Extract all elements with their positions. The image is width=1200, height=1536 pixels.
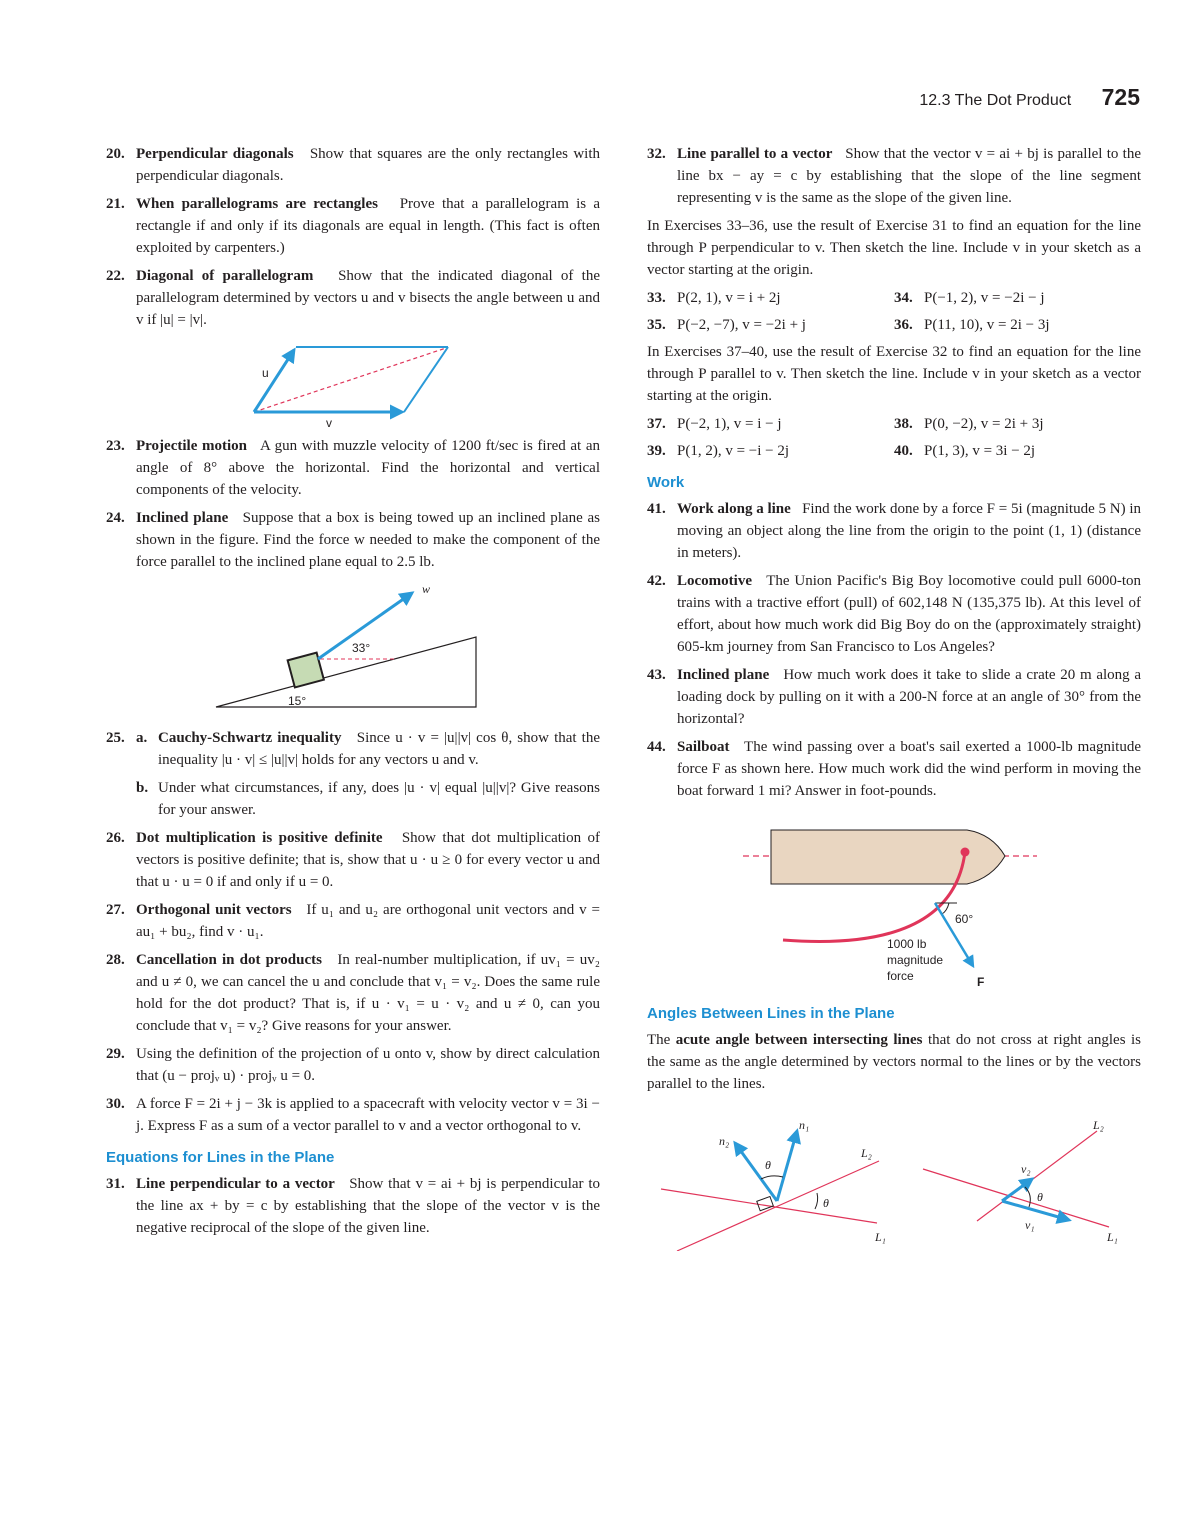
exercise-row-35-36	[647, 314, 1141, 336]
exercise-text: P(11, 10), v = 2i − 3j	[924, 317, 1050, 333]
exercise-30	[106, 1093, 600, 1137]
exercise-24	[106, 507, 600, 573]
exercise-number: 24.	[106, 510, 125, 526]
exercise-title: Cauchy-Schwartz inequality	[158, 730, 342, 746]
label-F: F	[977, 975, 985, 989]
label-n2: n₂	[719, 1134, 730, 1148]
exercise-29	[106, 1043, 600, 1087]
exercise-number: 30.	[106, 1096, 125, 1112]
instructions-33-36: In Exercises 33–36, use the result of Exercise 31 to find an equation for the line through P perpendicular to v. Then sketch the line. Include v in your sketch as a vector starting at the origin.	[647, 218, 1141, 278]
exercise-row-33-34	[647, 287, 1141, 309]
exercise-text: Under what circumstances, if any, does |u · v| equal |u||v|? Give reasons for your answer.	[158, 780, 600, 818]
label-n1: n₁	[799, 1118, 810, 1132]
exercise-text: Since u · v = |u||v| cos θ, show that the inequality |u · v| ≤ |u||v| holds for any vectors u and v.	[158, 730, 601, 768]
section-title: 12.3 The Dot Product	[919, 92, 1072, 109]
exercise-38	[894, 413, 1141, 435]
sailboat-figure	[647, 808, 1141, 993]
exercise-text: Show that squares are the only rectangles with perpendicular diagonals.	[136, 146, 601, 184]
inclined-plane-figure	[106, 579, 600, 719]
line-L2-left	[677, 1161, 879, 1251]
exercise-number: 23.	[106, 438, 125, 454]
exercise-25a	[136, 727, 600, 771]
label-L1-right: L₁	[1107, 1230, 1118, 1244]
angles-pre: The	[647, 1032, 676, 1048]
exercise-number: 33.	[647, 290, 666, 306]
exercise-number: 28.	[106, 952, 125, 968]
exercise-text: The Union Pacific's Big Boy locomotive could pull 6000-ton trains with a tractive effort (pull) of 602,148 N (135,375 lb). At this level of effort, about how much work did Big Boy do on the (approximately straight) 605-km journey from San Francisco to Los Angeles?	[677, 573, 1141, 655]
exercise-title: Work along a line	[677, 501, 791, 517]
exercise-36	[894, 314, 1141, 336]
exercise-number: 36.	[894, 317, 913, 333]
theta-arc-normals	[761, 1176, 783, 1179]
exercise-title: When parallelograms are rectangles	[136, 196, 378, 212]
exercise-number: 22.	[106, 268, 125, 284]
exercise-text: P(1, 3), v = 3i − 2j	[924, 443, 1036, 459]
angles-figure	[647, 1101, 1141, 1251]
exercise-text: P(2, 1), v = i + 2j	[677, 290, 781, 306]
angles-paragraph	[647, 1029, 1141, 1095]
exercise-43	[647, 664, 1141, 730]
label-u: u	[262, 366, 269, 380]
exercise-21	[106, 193, 600, 259]
angle-15: 15°	[288, 694, 307, 708]
vector-n2	[735, 1143, 777, 1201]
exercise-text: Show that dot multiplication of vectors is positive definite; that is, show that u · u ≥ 0 for every vector u and that u · u = 0 if and only if u = 0.	[136, 830, 600, 890]
exercise-number: 20.	[106, 146, 125, 162]
exercise-37	[647, 413, 894, 435]
exercise-35	[647, 314, 894, 336]
exercise-title: Sailboat	[677, 739, 730, 755]
exercise-number: 43.	[647, 667, 666, 683]
angle-60: 60°	[955, 912, 974, 926]
exercise-22	[106, 265, 600, 331]
exercise-33	[647, 287, 894, 309]
exercise-20	[106, 143, 600, 187]
exercise-text: Find the work done by a force F = 5i (magnitude 5 N) in moving an object along the line from the origin to the point (1, 1) (distance in meters).	[677, 501, 1141, 561]
section-heading-angles: Angles Between Lines in the Plane	[647, 1005, 895, 1022]
label-L2-right: L₂	[1093, 1118, 1104, 1132]
exercise-title: Projectile motion	[136, 438, 247, 454]
exercise-number: 39.	[647, 443, 666, 459]
parallelogram-right-side	[404, 347, 448, 412]
exercise-number: 29.	[106, 1046, 125, 1062]
exercise-41	[647, 498, 1141, 564]
exercise-text: A force F = 2i + j − 3k is applied to a spacecraft with velocity vector v = 3i − j. Express F as a sum of a vector parallel to v and a vector orthogonal to v.	[136, 1096, 600, 1134]
right-column	[647, 143, 1141, 1259]
angles-bold-term: acute angle between intersecting lines	[675, 1032, 923, 1048]
exercise-39	[647, 440, 894, 462]
exercise-31	[106, 1173, 600, 1239]
exercise-title: Perpendicular diagonals	[136, 146, 294, 162]
exercise-23	[106, 435, 600, 501]
exercise-42	[647, 570, 1141, 658]
section-heading-lines: Equations for Lines in the Plane	[106, 1149, 335, 1166]
exercise-title: Locomotive	[677, 573, 752, 589]
exercise-number: 44.	[647, 739, 666, 755]
label-L1-left: L₁	[875, 1230, 886, 1244]
part-label: a.	[136, 730, 148, 746]
diagonal-line	[254, 348, 446, 412]
section-heading-work: Work	[647, 474, 685, 491]
exercise-text: P(−1, 2), v = −2i − j	[924, 290, 1045, 306]
exercise-text: In real-number multiplication, if uv₁ = uv₂ and u ≠ 0, we can cancel the u and conclude that v₁ = v₂. Does the same rule hold for the dot product? That is, if u · v₁ = u · v₂ and u ≠ 0, can you conclude that v₁ = v₂? Give reasons for your answer.	[136, 952, 600, 1034]
exercise-25b	[136, 777, 600, 821]
exercise-text: Using the definition of the projection of u onto v, show by direct calculation that (u − projᵥ u) · projᵥ u = 0.	[136, 1046, 600, 1084]
exercise-number: 34.	[894, 290, 913, 306]
page-number: 725	[1101, 84, 1140, 110]
vector-u-arrow	[254, 350, 294, 412]
exercise-number: 37.	[647, 416, 666, 432]
force-label-3: force	[887, 969, 914, 983]
line-L2-right	[977, 1131, 1097, 1221]
exercise-title: Diagonal of parallelogram	[136, 268, 314, 284]
exercise-number: 21.	[106, 196, 125, 212]
exercise-number: 42.	[647, 573, 666, 589]
boat-hull	[771, 830, 1005, 884]
exercise-number: 40.	[894, 443, 913, 459]
label-theta-2: θ	[823, 1196, 829, 1210]
exercise-row-39-40	[647, 440, 1141, 462]
exercise-number: 32.	[647, 146, 666, 162]
exercise-title: Cancellation in dot products	[136, 952, 322, 968]
exercise-number: 25.	[106, 730, 125, 746]
exercise-44	[647, 736, 1141, 802]
left-column	[106, 143, 600, 1245]
force-label-1: 1000 lb	[887, 937, 927, 951]
part-label: b.	[136, 780, 149, 796]
exercise-25	[106, 727, 600, 821]
line-L1-left	[661, 1189, 877, 1223]
exercise-text: P(1, 2), v = −i − 2j	[677, 443, 790, 459]
theta-arc-right	[1025, 1187, 1030, 1207]
parallelogram-figure	[106, 337, 600, 427]
vector-n1	[777, 1131, 797, 1201]
angle-33: 33°	[352, 641, 371, 655]
label-v1: v₁	[1025, 1218, 1035, 1232]
exercise-text: Show that the indicated diagonal of the parallelogram determined by vectors u and v bisects the angle between u and v if |u| = |v|.	[136, 268, 600, 328]
label-v2: v₂	[1021, 1162, 1031, 1176]
exercise-title: Orthogonal unit vectors	[136, 902, 292, 918]
exercise-text: Show that the vector v = ai + bj is parallel to the line bx − ay = c by establishing that the slope of the line segment representing v is the same as the slope of the given line.	[677, 146, 1141, 206]
exercise-text: The wind passing over a boat's sail exerted a 1000-lb magnitude force F as shown here. How much work did the wind perform in moving the boat forward 1 mi? Answer in foot-pounds.	[677, 739, 1141, 799]
mast-point	[961, 848, 970, 857]
instructions-37-40: In Exercises 37–40, use the result of Exercise 32 to find an equation for the line through P parallel to v. Then sketch the line. Include v in your sketch as a vector starting at the origin.	[647, 344, 1141, 404]
label-w: w	[422, 582, 431, 596]
label-theta-3: θ	[1037, 1190, 1043, 1204]
label-theta-1: θ	[765, 1158, 771, 1172]
line-L1-right	[923, 1169, 1109, 1227]
force-label-2: magnitude	[887, 953, 944, 967]
exercise-title: Inclined plane	[136, 510, 229, 526]
exercise-number: 35.	[647, 317, 666, 333]
exercise-26	[106, 827, 600, 893]
exercise-text: Suppose that a box is being towed up an inclined plane as shown in the figure. Find the force w needed to make the component of the force parallel to the inclined plane equal to 2.5 lb.	[136, 510, 600, 570]
label-v: v	[326, 416, 332, 427]
exercise-number: 26.	[106, 830, 125, 846]
exercise-title: Inclined plane	[677, 667, 770, 683]
exercise-text: Show that v = ai + bj is perpendicular to the line ax + by = c by establishing that the slope of the vector v is the negative reciprocal of the slope of the given line.	[136, 1176, 601, 1236]
exercise-32	[647, 143, 1141, 209]
exercise-text: P(−2, 1), v = i − j	[677, 416, 782, 432]
running-header	[919, 84, 1140, 111]
exercise-text: Prove that a parallelogram is a rectangle if and only if its diagonals are equal in length. (This fact is often exploited by carpenters.)	[136, 196, 601, 256]
exercise-text: A gun with muzzle velocity of 1200 ft/sec is fired at an angle of 8° above the horizontal. Find the horizontal and vertical components of the velocity.	[136, 438, 600, 498]
exercise-text: How much work does it take to slide a crate 20 m along a loading dock by pulling on it with a 200-N force at an angle of 30° from the horizontal?	[677, 667, 1142, 727]
theta-arc-lines	[815, 1193, 818, 1209]
exercise-text: If u₁ and u₂ are orthogonal unit vectors and v = au₁ + bu₂, find v · u₁.	[136, 902, 600, 940]
exercise-28	[106, 949, 600, 1037]
angles-post: that do not cross at right angles is the same as the angle determined by vectors normal to the lines or by the vectors parallel to the lines.	[647, 1032, 1141, 1092]
exercise-text: P(0, −2), v = 2i + 3j	[924, 416, 1044, 432]
inclined-plane	[216, 637, 476, 707]
exercise-text: P(−2, −7), v = −2i + j	[677, 317, 806, 333]
exercise-title: Line perpendicular to a vector	[136, 1176, 335, 1192]
exercise-title: Dot multiplication is positive definite	[136, 830, 383, 846]
exercise-40	[894, 440, 1141, 462]
exercise-number: 41.	[647, 501, 666, 517]
exercise-number: 38.	[894, 416, 913, 432]
exercise-title: Line parallel to a vector	[677, 146, 833, 162]
exercise-number: 27.	[106, 902, 125, 918]
exercise-34	[894, 287, 1141, 309]
exercise-row-37-38	[647, 413, 1141, 435]
exercise-number: 31.	[106, 1176, 125, 1192]
label-L2-left: L₂	[861, 1146, 872, 1160]
exercise-27	[106, 899, 600, 943]
